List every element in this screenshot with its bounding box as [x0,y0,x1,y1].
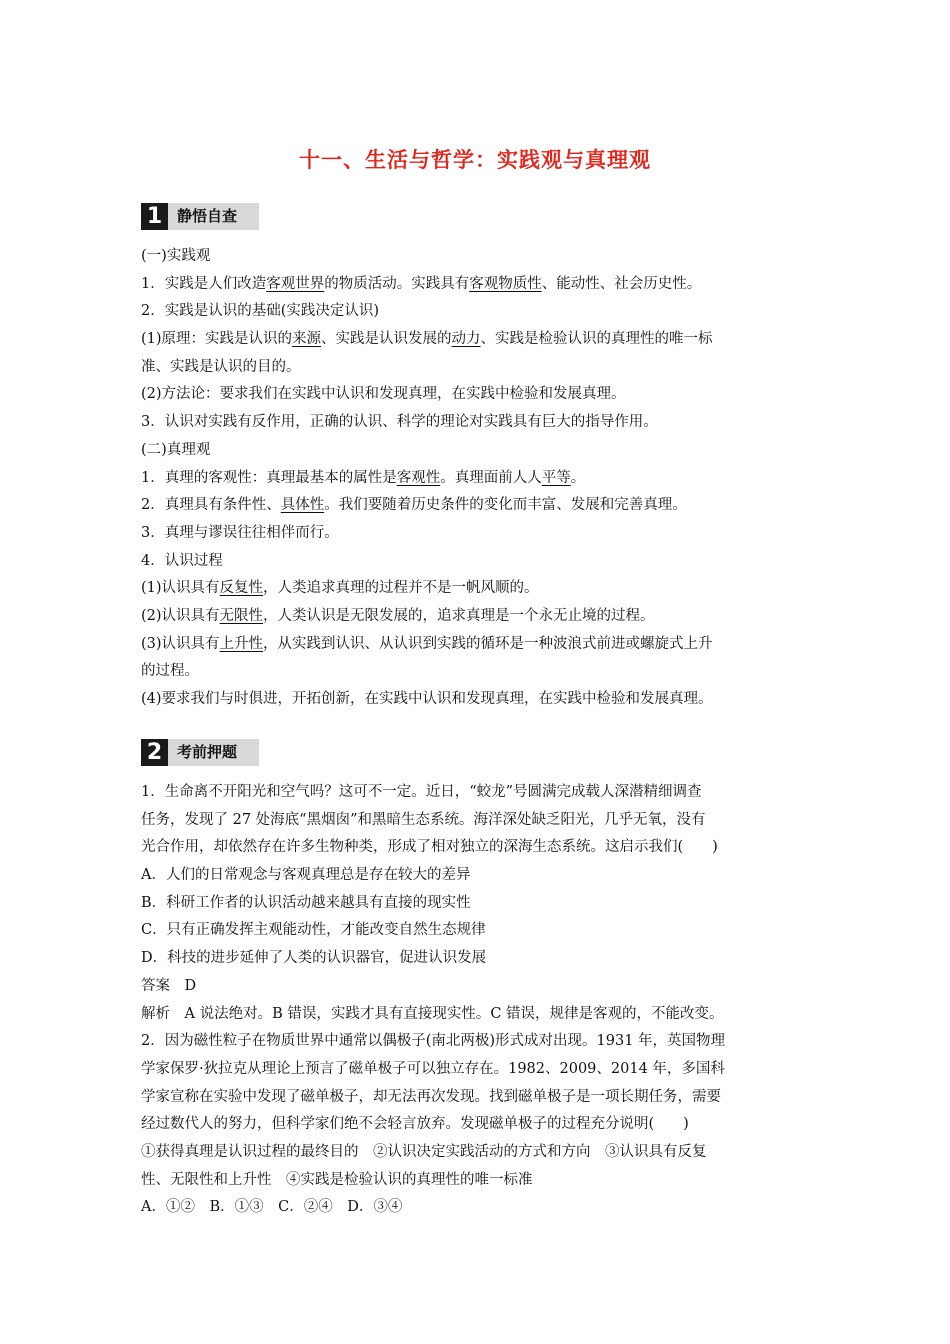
text-line [141,298,813,326]
text-span: 、实践是认识发展的 [321,331,452,348]
text-span: 。我们要随着历史条件的变化而丰富、发展和完善真理。 [324,497,687,514]
text-line [141,492,813,520]
underlined-keyword: 反复性 [219,580,264,597]
text-span: (3)认识具有 [141,635,220,652]
underlined-keyword: 动力 [451,331,481,348]
text-line [141,890,813,918]
text-line [141,834,813,862]
text-span: ①获得真理是认识过程的最终目的 ②认识决定实践活动的方式和方向 ③认识具有反复 [141,1143,707,1160]
text-line [141,520,813,548]
text-span: 光合作用，却依然存在许多生物种类，形成了相对独立的深海生态系统。这启示我们( ) [141,839,718,856]
text-span: B．科研工作者的认识活动越来越具有直接的现实性 [141,894,471,911]
text-line [141,917,813,945]
text-span: 经过数代人的努力，但科学家们绝不会轻言放弃。发现磁单极子的过程充分说明( ) [141,1116,689,1133]
text-line [141,409,813,437]
text-span: 学家宣称在实验中发现了磁单极子，却无法再次发现。找到磁单极子是一项长期任务，需要 [141,1088,721,1105]
text-span: 、实践是检验认识的真理性的唯一标 [480,331,713,348]
text-line [141,548,813,576]
underlined-keyword: 无限性 [219,607,264,624]
section-title: 静悟自查 [177,207,238,225]
text-span: 、能动性、社会历史性。 [541,275,702,292]
text-span: 任务，发现了 27 处海底“黑烟囱”和黑暗生态系统。海洋深处缺乏阳光，几乎无氧，没有 [141,811,706,828]
section-number-badge: 1 [141,203,168,230]
underlined-keyword: 客观世界 [266,275,325,292]
text-line [141,243,813,271]
section-number-badge: 2 [141,739,168,766]
text-line [141,1001,813,1029]
text-span: (2)方法论：要求我们在实践中认识和发现真理，在实践中检验和发展真理。 [141,386,626,403]
text-span: (2)认识具有 [141,607,220,624]
underlined-keyword: 来源 [292,331,322,348]
text-line [141,465,813,493]
text-span: 4．认识过程 [141,552,223,569]
text-line [141,1194,813,1222]
practice-questions [141,779,813,1222]
text-span: 2．因为磁性粒子在物质世界中通常以偶极子(南北两极)形式成对出现。1931 年，英国物理 [141,1033,726,1050]
section-header-self-check [141,203,259,230]
text-line [141,807,813,835]
underlined-keyword: 上升性 [219,635,264,652]
text-line [141,381,813,409]
text-span: C．只有正确发挥主观能动性，才能改变自然生态规律 [141,922,486,939]
text-line [141,1028,813,1056]
review-notes [141,243,813,714]
text-span: 答案 D [141,977,197,994]
text-span: 1．实践是人们改造 [141,275,267,292]
text-span: 3．真理与谬误往往相伴而行。 [141,524,339,541]
text-span: ，人类追求真理的过程并不是一帆风顺的。 [263,580,539,597]
text-span: (二)真理观 [141,441,211,458]
text-line [141,354,813,382]
text-line [141,1139,813,1167]
text-span: 1．生命离不开阳光和空气吗？这可不一定。近日，“蛟龙”号圆满完成载人深潜精细调查 [141,784,702,800]
underlined-keyword: 客观性 [396,469,441,486]
text-line [141,437,813,465]
section-title: 考前押题 [177,743,238,761]
text-span: (一)实践观 [141,248,211,264]
text-span: 3．认识对实践有反作用，正确的认识、科学的理论对实践具有巨大的指导作用。 [141,414,658,431]
text-line [141,326,813,354]
text-line [141,1111,813,1139]
underlined-keyword: 客观物质性 [469,275,542,292]
text-span: 性、无限性和上升性 ④实践是检验认识的真理性的唯一标准 [141,1171,533,1188]
text-span: 准、实践是认识的目的。 [141,358,301,375]
text-span: ，从实践到认识、从认识到实践的循环是一种波浪式前进或螺旋式上升 [263,635,713,652]
text-span: (1)原理：实践是认识的 [141,331,293,348]
text-line [141,779,813,807]
text-line [141,631,813,659]
text-span: 的物质活动。实践具有 [324,275,470,292]
page-title: 十一、生活与哲学：实践观与真理观 [299,148,651,172]
text-span: ，人类认识是无限发展的，追求真理是一个永无止境的过程。 [263,607,655,624]
text-span: 2．真理具有条件性、 [141,497,281,514]
text-span: D．科技的进步延伸了人类的认识器官，促进认识发展 [141,950,487,967]
text-span: 学家保罗·狄拉克从理论上预言了磁单极子可以独立存在。1982、2009、2014 年，多国科 [141,1060,725,1077]
text-line [141,575,813,603]
section-header-practice [141,739,259,766]
text-line [141,1084,813,1112]
text-line [141,973,813,1001]
text-line [141,1167,813,1195]
text-line [141,945,813,973]
text-span: A．人们的日常观念与客观真理总是存在较大的差异 [141,867,471,884]
text-span: (1)认识具有 [141,580,220,597]
text-span: 解析 A 说法绝对。B 错误，实践才具有直接现实性。C 错误，规律是客观的，不能改变。 [141,1005,724,1022]
underlined-keyword: 具体性 [280,497,325,514]
text-span: A．①② B．①③ C．②④ D．③④ [141,1199,403,1216]
text-span: 2．实践是认识的基础(实践决定认识) [141,303,380,320]
text-line [141,1056,813,1084]
text-span: (4)要求我们与时俱进，开拓创新，在实践中认识和发现真理，在实践中检验和发展真理。 [141,691,713,707]
underlined-keyword: 平等 [541,469,571,486]
text-span: 。真理面前人人 [440,469,542,486]
text-line [141,862,813,890]
text-line [141,686,813,714]
text-span: 的过程。 [141,663,199,680]
text-span: 。 [570,469,586,486]
text-span: 1．真理的客观性：真理最基本的属性是 [141,469,397,486]
text-line [141,658,813,686]
text-line [141,603,813,631]
text-line [141,271,813,299]
